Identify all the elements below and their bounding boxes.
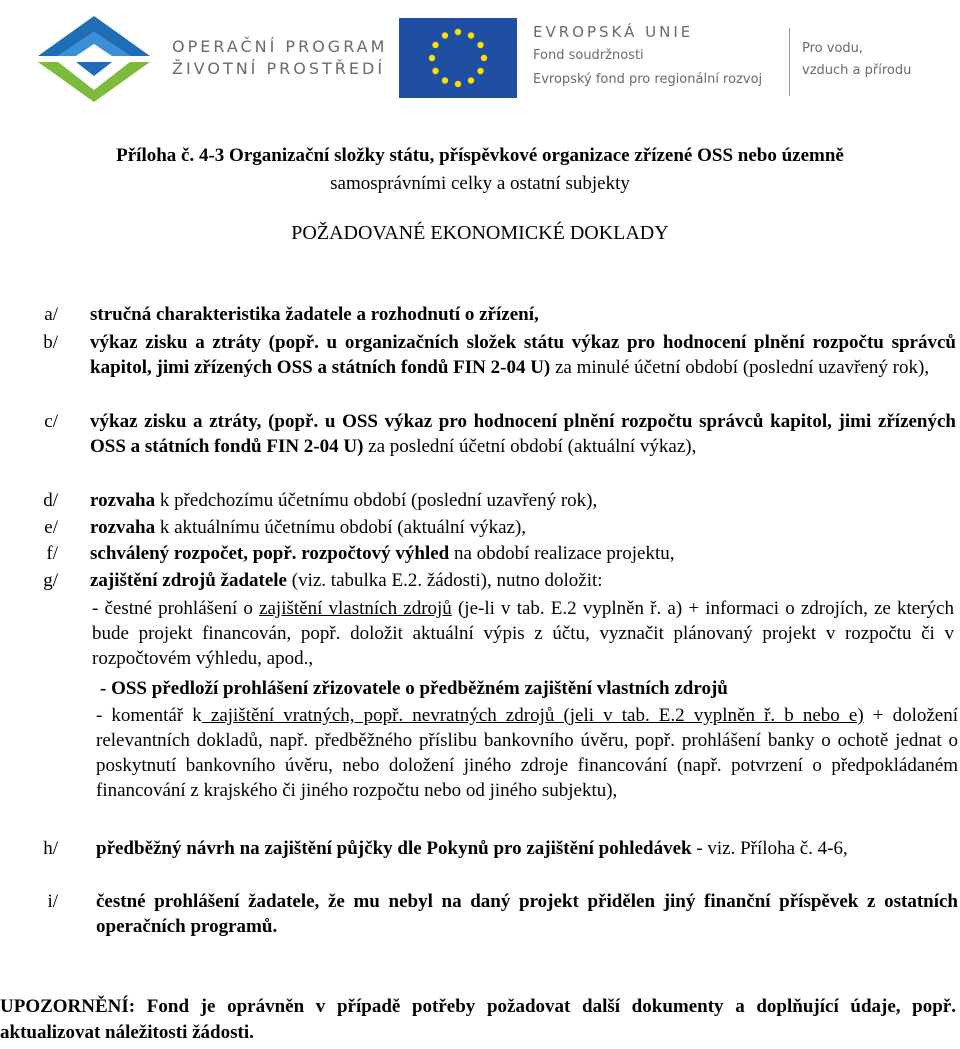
item-d [90, 488, 956, 513]
item-f-bold: schválený rozpočet, popř. rozpočtový výhled [90, 543, 450, 564]
op-line-2: ŽIVOTNÍ PROSTŘEDÍ [172, 59, 386, 78]
item-f-rest: na období realizace projektu, [449, 543, 675, 564]
item-a [90, 302, 956, 327]
item-h [96, 836, 958, 861]
item-e-rest: k aktuálnímu účetnímu období (aktuální výkaz), [155, 517, 527, 538]
g3-rest: + doložení relevantních dokladů, např. předběžného příslibu bankovního úvěru, popř. prohlášení banky o ochotě jednat o poskytnutí bankovního úvěru, nebo doložení jiného zdroje financování (např. potvrzení o předpokládaném financování z krajského či jiného rozpočtu nebo od jiného subjektu), [96, 705, 958, 801]
item-h-bold: předběžný návrh na zajištění půjčky dle Pokynů pro zajištění pohledávek [96, 838, 692, 859]
warning-note: UPOZORNĚNÍ: Fond je oprávněn v případě potřeby požadovat další dokumenty a doplňující údaje, popř. aktualizovat náležitosti žádosti. [0, 996, 956, 1043]
doc-title-line-2: samosprávními celky a ostatní subjekty [330, 173, 630, 194]
item-e [90, 515, 956, 540]
item-c [90, 409, 956, 459]
item-f-letter: f/ [46, 543, 58, 564]
item-c-text: výkaz zisku a ztráty, (popř. u OSS výkaz pro hodnocení plnění rozpočtu správců kapitol, jimi zřízených OSS a státních fondů FIN 2-04 U) [90, 411, 956, 457]
item-e-bold: rozvaha [90, 517, 156, 538]
motto [802, 38, 911, 82]
g2-text: - OSS předloží prohlášení zřizovatele o předběžném zajištění vlastních zdrojů [100, 678, 728, 699]
g1-underlined: zajištění vlastních zdrojů [259, 598, 452, 619]
eu-fund-cohesion: Fond soudržnosti [533, 48, 644, 63]
eu-fund-regional: Evropský fond pro regionální rozvoj [533, 72, 763, 87]
item-g-sub-2 [100, 676, 960, 701]
item-h-rest: - viz. Příloha č. 4-6, [691, 838, 848, 859]
item-b-rest: za minulé účetní období (poslední uzavřený rok), [550, 357, 930, 378]
motto-line-1: Pro vodu, [802, 41, 864, 56]
g1-rest: (je-li v tab. E.2 vyplněn ř. a) + informaci o zdrojích, ze kterých bude projekt financován, popř. doložit aktuální výpis z účtu, vyznačit plánovaný projekt v rozpočtu či v rozpočtovém výhledu, apod., [92, 598, 954, 669]
item-e-letter: e/ [44, 517, 58, 538]
eu-title: EVROPSKÁ UNIE [533, 23, 694, 41]
item-h-letter: h/ [43, 838, 58, 859]
g1-pre: - čestné prohlášení o [92, 598, 260, 619]
item-b-letter: b/ [43, 332, 58, 353]
op-zp-logo-icon [34, 12, 158, 106]
doc-title-line-1 [0, 142, 960, 170]
item-g-sub-1 [92, 596, 954, 671]
item-a-text: stručná charakteristika žadatele a rozhodnutí o zřízení, [90, 304, 539, 325]
op-program-name [172, 36, 387, 80]
item-g-sub-3 [96, 703, 958, 803]
item-f [90, 541, 956, 566]
item-d-bold: rozvaha [90, 490, 156, 511]
item-c-rest: za poslední účetní období (aktuální výkaz), [363, 436, 697, 457]
item-i-letter: i/ [47, 891, 58, 912]
motto-line-2: vzduch a přírodu [802, 63, 912, 78]
item-g-bold: zajištění zdrojů žadatele [90, 570, 287, 591]
section-heading: POŽADOVANÉ EKONOMICKÉ DOKLADY [291, 222, 669, 244]
item-g-rest: (viz. tabulka E.2. žádosti), nutno doložit: [287, 570, 603, 591]
item-d-letter: d/ [43, 490, 58, 511]
g3-underlined: zajištění vratných, popř. nevratných zdrojů (jeli v tab. E.2 vyplněn ř. b nebo e) [201, 705, 864, 726]
op-line-1: OPERAČNÍ PROGRAM [172, 37, 388, 56]
item-i [96, 889, 958, 939]
eu-flag-icon [399, 18, 517, 98]
item-b [90, 330, 956, 380]
title-line-1-text: Příloha č. 4-3 Organizační složky státu, příspěvkové organizace zřízené OSS nebo územně [116, 145, 844, 166]
item-g-letter: g/ [43, 570, 58, 591]
item-i-bold: čestné prohlášení žadatele, že mu nebyl na daný projekt přidělen jiný finanční příspěvek z ostatních operačních programů. [96, 891, 958, 937]
g3-pre: - komentář k [96, 705, 202, 726]
page-header [0, 0, 960, 110]
item-c-letter: c/ [44, 411, 58, 432]
eu-funds-text [533, 20, 762, 92]
item-a-letter: a/ [44, 304, 58, 325]
item-d-rest: k předchozímu účetnímu období (poslední uzavřený rok), [155, 490, 598, 511]
item-g [90, 568, 956, 593]
header-divider [789, 28, 790, 96]
item-b-text: výkaz zisku a ztráty (popř. u organizačních složek státu výkaz pro hodnocení plnění rozpočtu správců kapitol, jimi zřízených OSS a státních fondů FIN 2-04 U) [90, 332, 956, 378]
